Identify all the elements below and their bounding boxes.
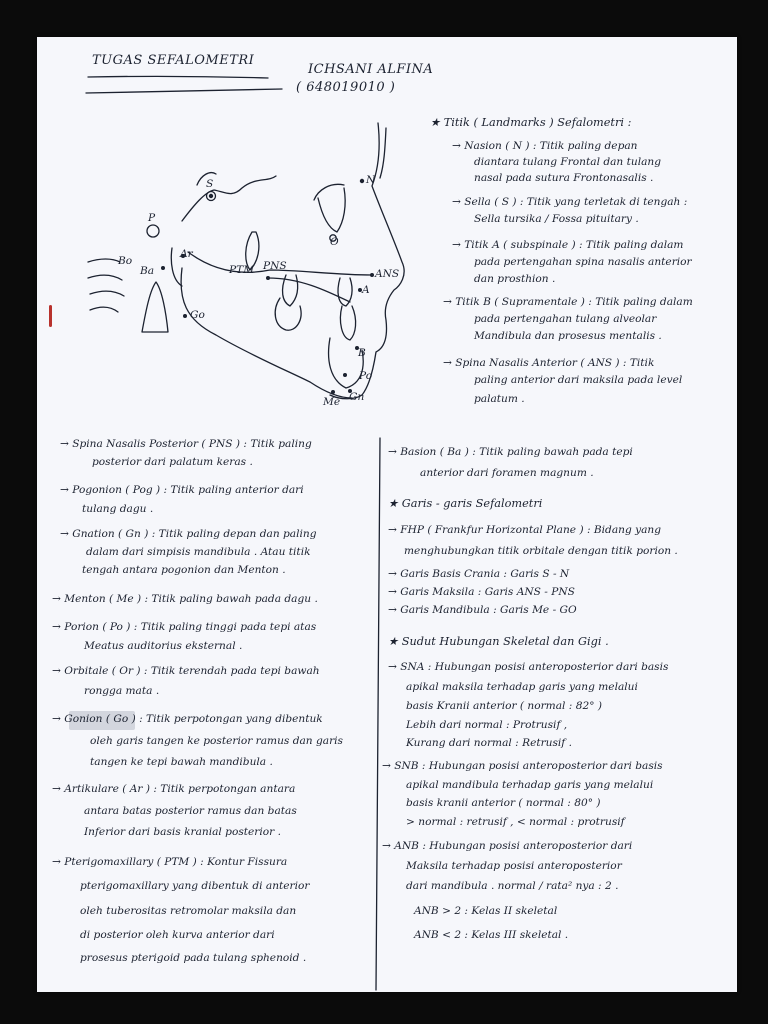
right-line: basis kranii anterior ( normal : 80° ) [406,797,601,809]
label-PNS: PNS [263,260,287,272]
left-line: rongga mata . [84,685,160,697]
left-line: Inferior dari basis kranial posterior . [84,826,281,838]
label-Po: Po [359,370,373,382]
right-line: → FHP ( Frankfur Horizontal Plane ) : Bidang yang [388,524,662,536]
left-line: → Orbitale ( Or ) : Titik terendah pada tepi bawah [52,665,320,677]
right-line: dari mandibula . normal / rata² nya : 2 . [406,880,619,892]
label-N: N [366,174,376,186]
right-line: → SNA : Hubungan posisi anteroposterior dari basis [388,661,669,673]
left-line: → Menton ( Me ) : Titik paling bawah pada dagu . [52,593,318,605]
right-line: Kurang dari normal : Retrusif . [406,737,572,749]
note-line: nasal pada sutura Frontonasalis . [474,172,654,184]
left-line: tengah antara pogonion dan Menton . [82,564,286,576]
right-line: ★ Sudut Hubungan Skeletal dan Gigi . [388,635,609,648]
label-Bo: Bo [118,255,133,267]
left-line: → Porion ( Po ) : Titik paling tinggi pada tepi atas [52,621,317,633]
right-line: → Garis Maksila : Garis ANS - PNS [388,586,575,598]
note-line: → Spina Nasalis Anterior ( ANS ) : Titik [443,357,655,369]
note-line: paling anterior dari maksila pada level [474,374,683,386]
left-line: pterigomaxillary yang dibentuk di anterior [80,880,310,892]
note-line: → Titik B ( Supramentale ) : Titik paling dalam [443,296,693,308]
right-line: ANB < 2 : Kelas III skeletal . [414,929,569,941]
author-name: ICHSANI ALFINA [308,62,434,77]
note-line: Sella tursika / Fossa pituitary . [474,213,639,225]
label-A: A [362,284,370,296]
face-profile [330,123,404,399]
right-line: ANB > 2 : Kelas II skeletal [414,905,558,917]
right-line: → ANB : Hubungan posisi anteroposterior dari [382,840,633,852]
right-line: anterior dari foramen magnum . [420,467,594,479]
landmarks-heading: ★ Titik ( Landmarks ) Sefalometri : [430,116,632,129]
column-divider [376,438,380,990]
note-line: → Titik A ( subspinale ) : Titik paling dalam [452,239,684,251]
left-line: oleh garis tangen ke posterior ramus dan garis [90,735,343,747]
label-Ar: Ar [180,248,193,260]
right-line: → Garis Mandibula : Garis Me - GO [388,604,577,616]
left-line: oleh tuberositas retromolar maksila dan [80,905,297,917]
note-line: Mandibula dan prosesus mentalis . [474,330,662,342]
title-underline [88,76,268,78]
right-line: > normal : retrusif , < normal : protrusif [406,816,625,828]
left-line: → Gonion ( Go ) : Titik perpotongan yang dibentuk [52,713,323,725]
label-B: B [358,347,366,359]
left-line: tulang dagu . [82,503,154,515]
note-line: dan prosthion . [474,273,556,285]
left-line: → Pogonion ( Pog ) : Titik paling anterior dari [60,484,304,496]
label-Gn: Gn [349,391,365,403]
left-line: tangen ke tepi bawah mandibula . [90,756,273,768]
right-line: → SNB : Hubungan posisi anteroposterior dari basis [382,760,663,772]
right-line: Lebih dari normal : Protrusif , [406,719,568,731]
left-line: Meatus auditorius eksternal . [84,640,243,652]
left-line: → Gnation ( Gn ) : Titik paling depan dan paling [60,528,317,540]
left-line: antara batas posterior ramus dan batas [84,805,297,817]
label-P: P [148,212,156,224]
left-line: → Artikulare ( Ar ) : Titik perpotongan antara [52,783,296,795]
label-ANS: ANS [375,268,400,280]
left-line: → Pterigomaxillary ( PTM ) : Kontur Fissura [52,856,288,868]
note-line: pada pertengahan tulang alveolar [474,313,657,325]
left-line: prosesus pterigoid pada tulang sphenoid . [80,952,307,964]
right-line: ★ Garis - garis Sefalometri [388,497,543,510]
note-line: palatum . [474,393,525,405]
label-Go: Go [190,309,205,321]
label-S: S [206,178,214,190]
left-line: → Spina Nasalis Posterior ( PNS ) : Titik paling [60,438,312,450]
label-O: O [330,236,339,248]
note-line: pada pertengahan spina nasalis anterior [474,256,692,268]
page-title: TUGAS SEFALOMETRI [92,53,255,68]
title-underline-2 [86,89,282,93]
label-Ba: Ba [140,265,155,277]
right-line: apikal mandibula terhadap garis yang melalui [406,779,654,791]
author-id: ( 648019010 ) [296,80,396,95]
note-line: → Sella ( S ) : Titik yang terletak di tengah : [452,196,688,208]
note-line: → Nasion ( N ) : Titik paling depan [452,140,638,152]
label-Me: Me [323,396,341,408]
left-line: dalam dari simpisis mandibula . Atau titik [86,546,311,558]
right-line: Maksila terhadap posisi anteroposterior [406,860,622,872]
right-line: → Basion ( Ba ) : Titik paling bawah pada tepi [388,446,633,458]
right-line: → Garis Basis Crania : Garis S - N [388,568,570,580]
left-line: posterior dari palatum keras . [92,456,253,468]
right-line: basis Kranii anterior ( normal : 82° ) [406,700,603,712]
right-line: menghubungkan titik orbitale dengan titik porion . [404,545,678,557]
right-line: apikal maksila terhadap garis yang melalui [406,681,638,693]
note-line: diantara tulang Frontal dan tulang [474,156,662,168]
label-PTM: PTM [229,264,255,276]
left-line: di posterior oleh kurva anterior dari [80,929,275,941]
